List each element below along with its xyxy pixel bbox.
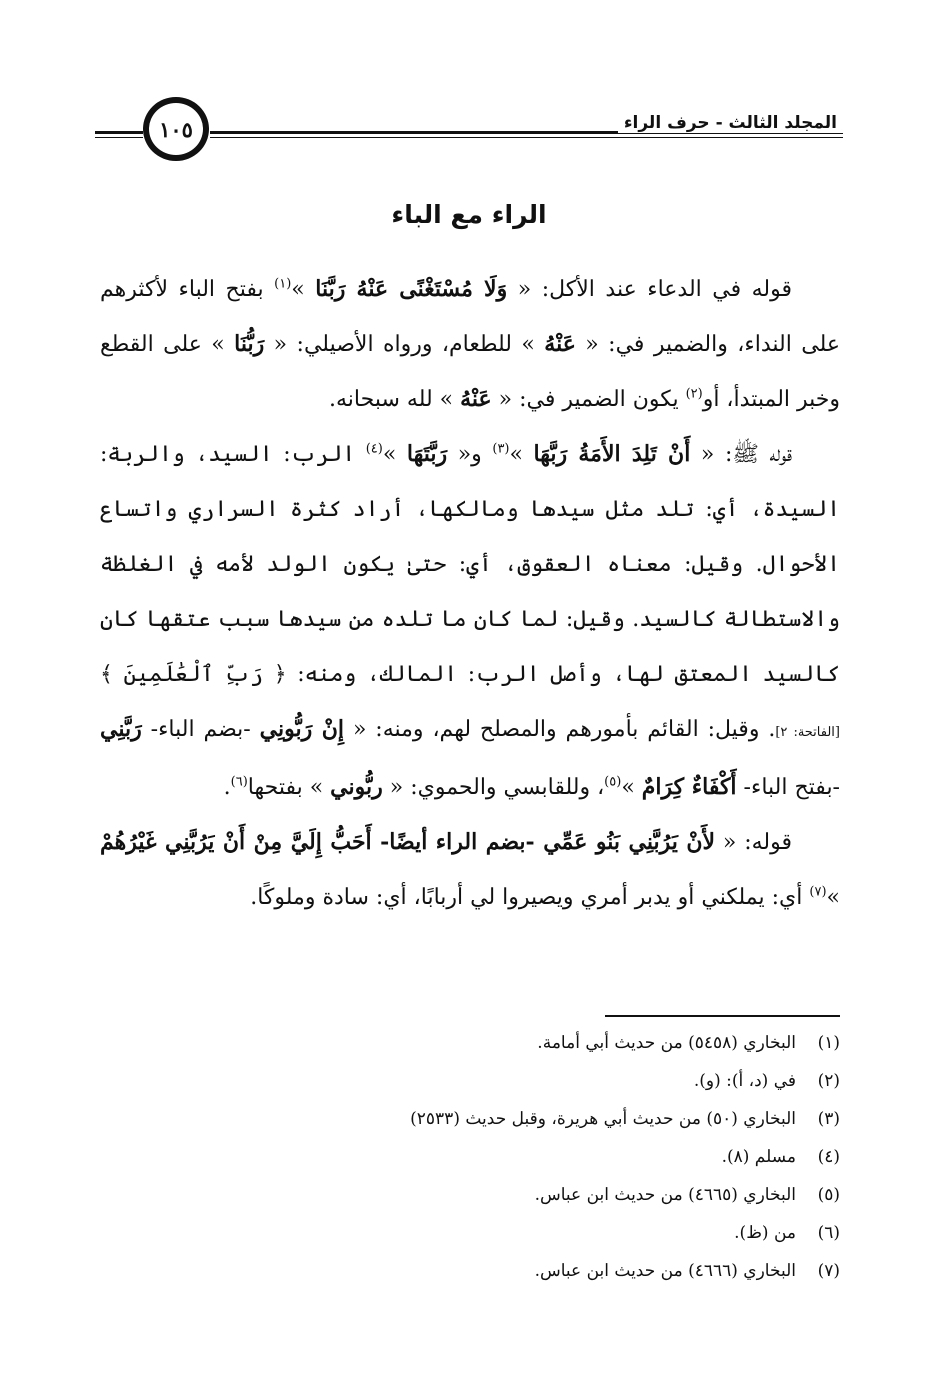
text-run: يكون الضمير في: « (491, 387, 686, 412)
text-run: قوله ﷺ: « (690, 442, 793, 467)
header-rule-left (95, 131, 143, 134)
text-run: -بفتح الباء- (736, 775, 840, 800)
footnote (100, 1176, 840, 1214)
header-title (618, 113, 843, 133)
footnote-ref[interactable]: (٣) (492, 441, 510, 457)
text-run: بفتح الباء لأكثرهم على النداء، والضمير في: « (100, 277, 840, 357)
footnote-ref[interactable]: (٧) (809, 884, 827, 900)
quote: أَنْ تَلِدَ الأَمَةُ رَبَّهَا (533, 441, 691, 467)
paragraph-3 (100, 815, 840, 925)
text-run: » (291, 277, 316, 302)
footnote-number: (١) (817, 1033, 840, 1053)
footnote (100, 1024, 840, 1062)
footnote-separator (605, 1015, 840, 1017)
running-header (95, 95, 843, 175)
footnote-number: (٣) (817, 1109, 840, 1129)
footnote-ref[interactable]: (٥) (604, 774, 622, 790)
quote: ربُّوني (330, 774, 383, 800)
text-run: . وقيل: القائم بأمورهم والمصلح لهم، ومنه: « (344, 717, 776, 742)
quote: عَنْهُ (544, 331, 576, 357)
quran-reference: [الفاتحة: ٢] (775, 725, 840, 740)
footnote-ref[interactable]: (٤) (365, 441, 383, 457)
footnote-text: البخاري (٥٤٥٨) من حديث أبي أمامة. (537, 1033, 796, 1053)
quote: عَنْهُ (460, 386, 492, 412)
footnote-number: (٢) (817, 1071, 840, 1091)
footnote-ref[interactable]: (٢) (685, 386, 703, 402)
footnote-ref[interactable]: (٦) (230, 774, 248, 790)
footnote-text: البخاري (٥٠) من حديث أبي هريرة، وقبل حديث (٢٥٣٣) (410, 1109, 796, 1129)
footnote (100, 1062, 840, 1100)
quote: رَبَّنِي (100, 716, 142, 742)
text-run: أي: يملكني أو يدبر أمري ويصيروا لي أربابًا، أي: سادة وملوكًا. (250, 885, 810, 910)
footnote (100, 1100, 840, 1138)
footnote-number: (٧) (817, 1261, 840, 1281)
text-run: » (621, 775, 642, 800)
paragraph-2 (100, 427, 840, 815)
footnote-text: في (د، أ): (و). (693, 1071, 796, 1091)
footnote-text: البخاري (٤٦٦٦) من حديث ابن عباس. (534, 1261, 796, 1281)
header-rule-thin (210, 137, 843, 138)
footnote-number: (٦) (817, 1223, 840, 1243)
footnote-text: البخاري (٤٦٦٥) من حديث ابن عباس. (534, 1185, 796, 1205)
text-run: » (382, 442, 407, 467)
footnote (100, 1214, 840, 1252)
text-run: » لله سبحانه. (329, 387, 461, 412)
header-rule-left-thin (95, 137, 143, 138)
text-run: -بضم الباء- (141, 717, 260, 742)
text-run: » على القطع وخبر المبتدأ، أو (100, 332, 840, 412)
quote: رَبَّتَهَا (406, 441, 448, 467)
quote: لأَنْ يَرُبَّنِي بَنُو عَمِّي -بضم الراء أيضًا- أَحَبُّ إِلَيَّ مِنْ أَنْ يَرُبَّنِي غَيْرُهُمْ (100, 829, 716, 855)
footnotes-list (100, 1024, 840, 1290)
quote: أَكْفَاءٌ كِرَامٌ (641, 774, 737, 800)
text-run: » بفتحها (247, 775, 331, 800)
quote: وَلَا مُسْتَغْنًى عَنْهُ رَبَّنَا (315, 276, 508, 302)
footnote (100, 1138, 840, 1176)
text-run: » (509, 442, 534, 467)
text-run: و« (447, 442, 493, 467)
page-number: ١٠٥ (143, 97, 209, 161)
section-heading: الراء مع الباء (391, 200, 547, 229)
main-text (100, 262, 840, 925)
footnote-ref[interactable]: (١) (274, 276, 292, 292)
text-run: الرب: السيد، والربة: السيدة، أي: تلد مثل سيدها ومالكها، أراد كثرة السراري واتساع الأحوال. وقيل: معناه العقوق، أي: حتىٰ يكون الولد لأمه في الغلظة والاستطالة كالسيد. وقيل: لما كان ما تلده من سيدها سبب عتقها كان كالسيد المعتق لها، وأصل الرب: المالك، ومنه: ﴿ (100, 442, 840, 687)
header-volume: المجلد الثالث (728, 113, 837, 133)
paragraph-1 (100, 262, 840, 427)
header-separator: - (715, 113, 723, 133)
text-run: ، وللقابسي والحموي: « (382, 775, 605, 800)
footnote-text: من (ظ). (734, 1223, 796, 1243)
footnote (100, 1252, 840, 1290)
footnote-number: (٥) (817, 1185, 840, 1205)
quran-quote: رَبِّ ٱلْعَٰلَمِينَ (123, 662, 264, 687)
header-chapter: حرف الراء (623, 113, 710, 133)
quote: إِنْ رَبُّونِي (259, 716, 345, 742)
text-run: » للطعام، ورواه الأصيلي: « (264, 332, 545, 357)
text-run: ﴾ (100, 662, 124, 687)
text-run: قوله: « (715, 830, 792, 855)
footnote-text: مسلم (٨). (721, 1147, 796, 1167)
quote: رَبُّنَا (234, 331, 265, 357)
text-run: » (826, 885, 840, 910)
text-run: قوله في الدعاء عند الأكل: « (507, 277, 793, 302)
footnote-number: (٤) (817, 1147, 840, 1167)
text-run: . (223, 775, 231, 800)
